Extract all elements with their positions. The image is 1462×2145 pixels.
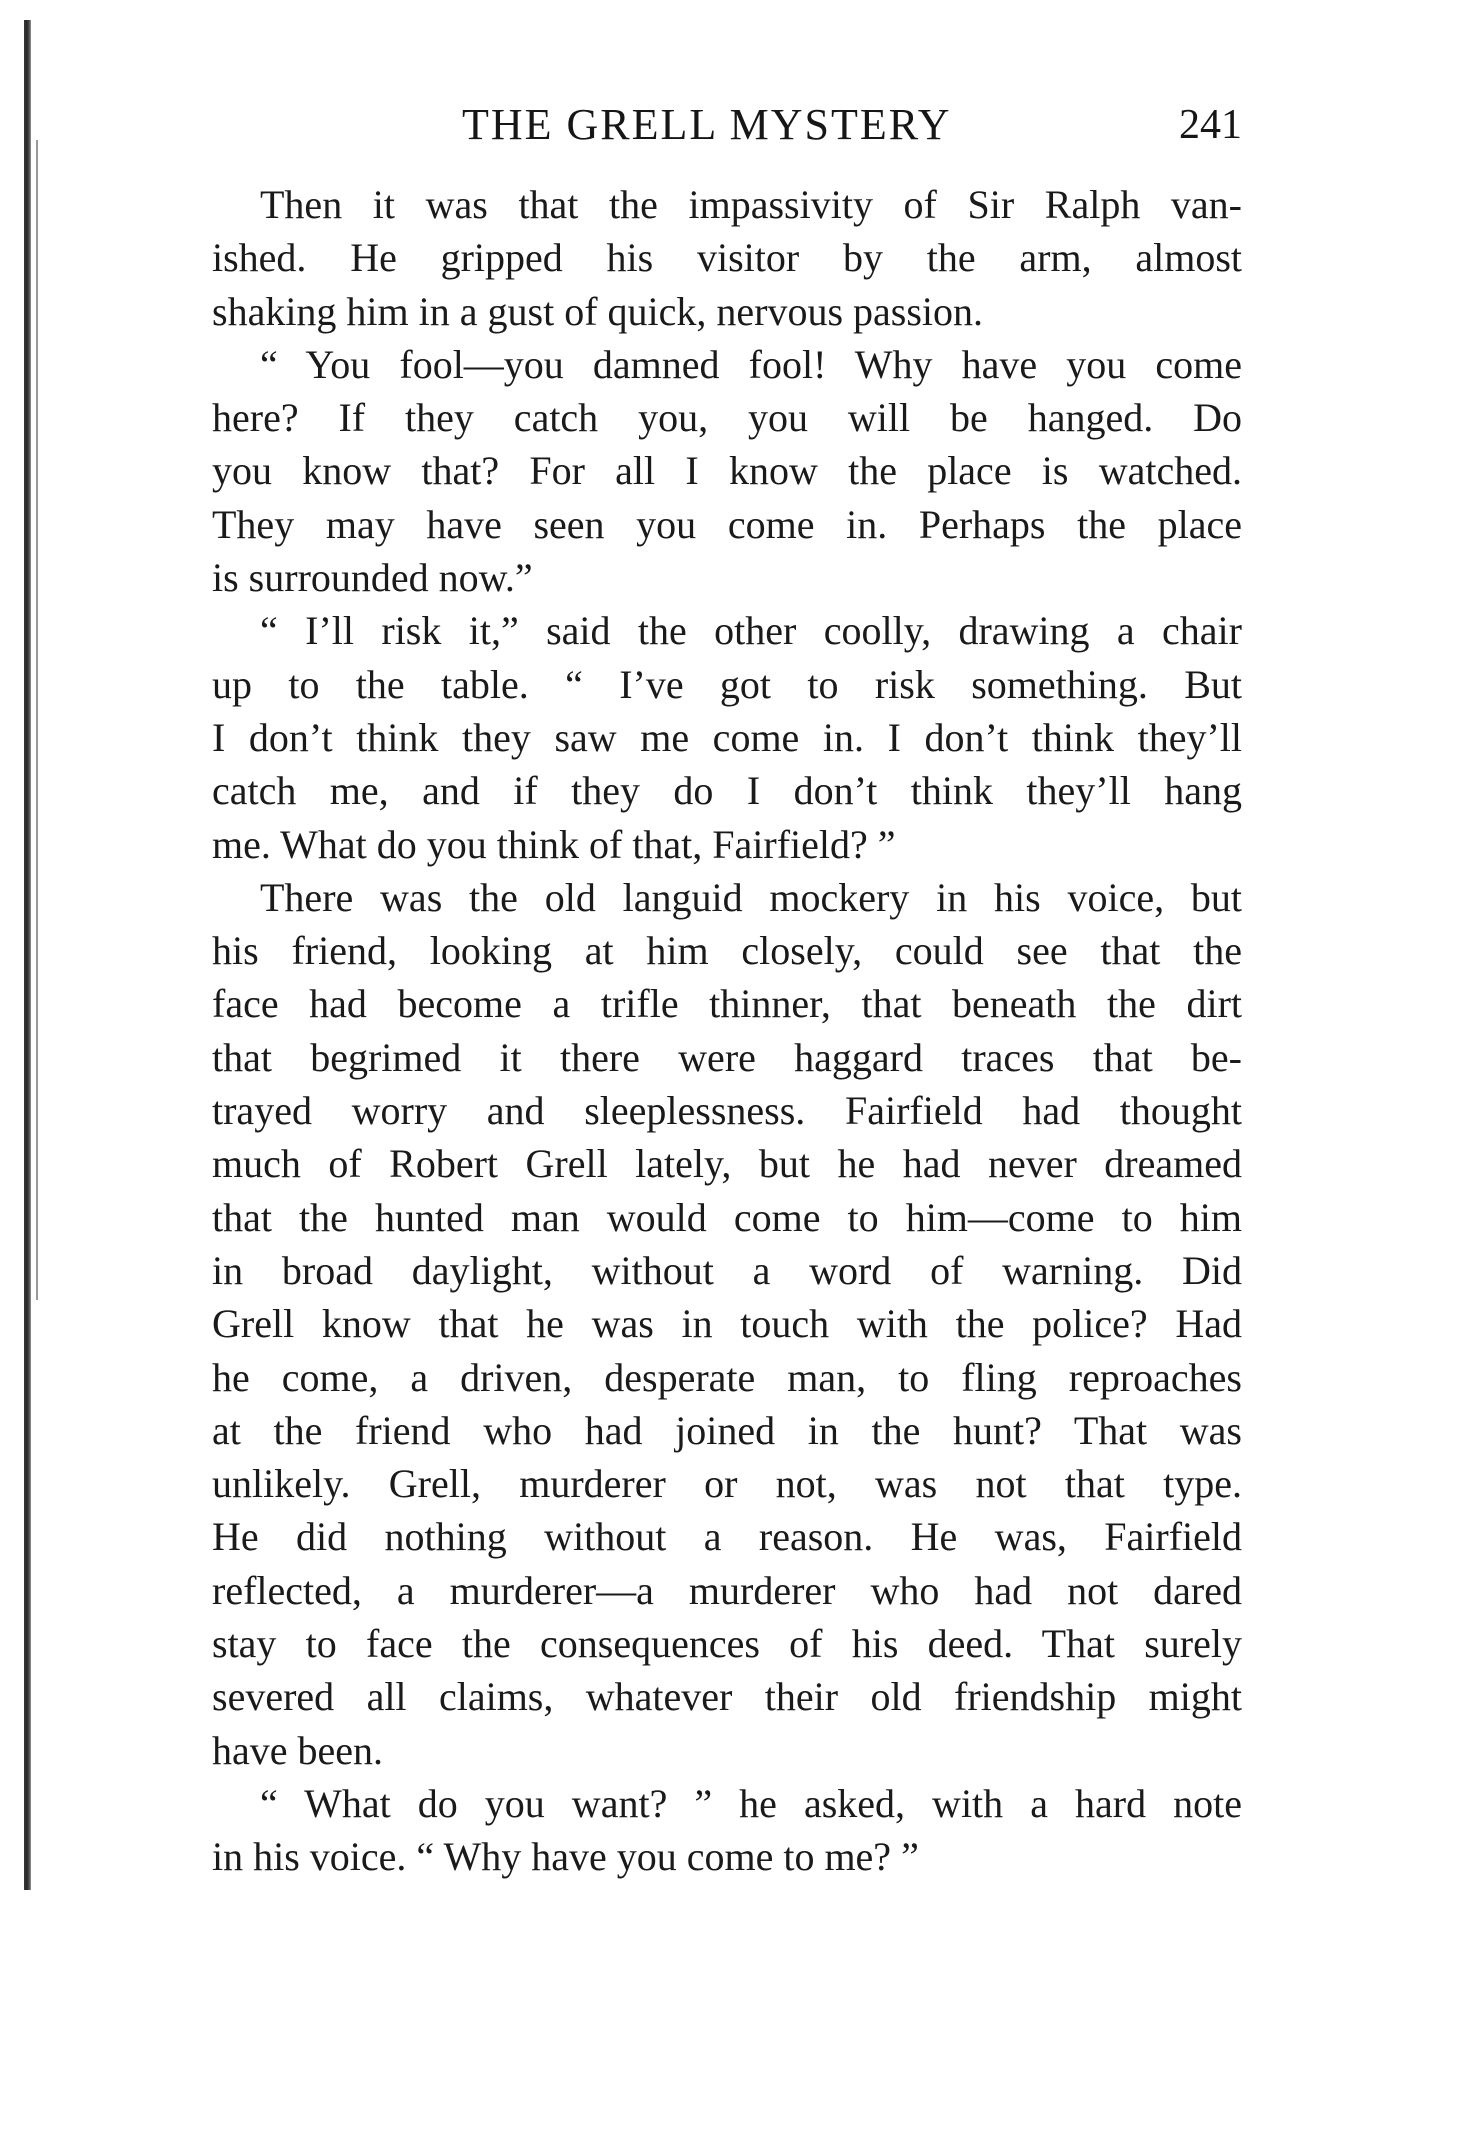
text-line: up to the table. “ I’ve got to risk something. But: [212, 661, 1242, 707]
binding-shadow: [36, 140, 38, 1300]
binding-edge: [24, 20, 31, 1890]
text-line: that begrimed it there were haggard traces that be-: [212, 1034, 1242, 1080]
text-line: There was the old languid mockery in his voice, but: [260, 874, 1242, 920]
text-line: severed all claims, whatever their old friendship might: [212, 1674, 1242, 1720]
text-line: stay to face the consequences of his deed. That surely: [212, 1621, 1242, 1667]
text-line: “ I’ll risk it,” said the other coolly, drawing a chair: [260, 608, 1242, 654]
running-head-title: THE GRELL MYSTERY: [462, 100, 952, 149]
text-line: is surrounded now.”: [212, 555, 533, 601]
text-line: in broad daylight, without a word of warning. Did: [212, 1247, 1242, 1293]
page-header: [212, 95, 1242, 155]
page-number: 241: [1179, 102, 1242, 148]
text-line: in his voice. “ Why have you come to me? ”: [212, 1834, 919, 1880]
text-line: I don’t think they saw me come in. I don’t think they’ll: [212, 714, 1242, 760]
text-line: They may have seen you come in. Perhaps the place: [212, 501, 1242, 547]
text-line: at the friend who had joined in the hunt? That was: [212, 1407, 1242, 1453]
text-line: catch me, and if they do I don’t think they’ll hang: [212, 768, 1242, 814]
body-text: [212, 178, 1242, 1884]
text-line: you know that? For all I know the place is watched.: [212, 448, 1242, 494]
text-line: Then it was that the impassivity of Sir Ralph van-: [260, 182, 1242, 227]
text-line: “ You fool—you damned fool! Why have you come: [260, 341, 1242, 387]
text-line: me. What do you think of that, Fairfield? ”: [212, 821, 896, 867]
text-line: shaking him in a gust of quick, nervous passion.: [212, 288, 984, 334]
text-line: that the hunted man would come to him—come to him: [212, 1194, 1242, 1240]
text-line: he come, a driven, desperate man, to fling reproaches: [212, 1354, 1242, 1400]
text-line: ished. He gripped his visitor by the arm, almost: [212, 235, 1242, 281]
text-line: much of Robert Grell lately, but he had never dreamed: [212, 1141, 1242, 1187]
text-line: unlikely. Grell, murderer or not, was not that type.: [212, 1461, 1242, 1507]
text-line: trayed worry and sleeplessness. Fairfield had thought: [212, 1088, 1242, 1134]
text-line: “ What do you want? ” he asked, with a hard note: [260, 1780, 1242, 1826]
text-line: his friend, looking at him closely, could see that the: [212, 928, 1242, 974]
text-line: reflected, a murderer—a murderer who had not dared: [212, 1567, 1242, 1613]
text-line: have been.: [212, 1727, 384, 1773]
text-line: face had become a trifle thinner, that beneath the dirt: [212, 981, 1242, 1027]
text-line: Grell know that he was in touch with the police? Had: [212, 1301, 1242, 1347]
text-line: here? If they catch you, you will be hanged. Do: [212, 395, 1242, 441]
text-line: He did nothing without a reason. He was, Fairfield: [212, 1514, 1242, 1560]
